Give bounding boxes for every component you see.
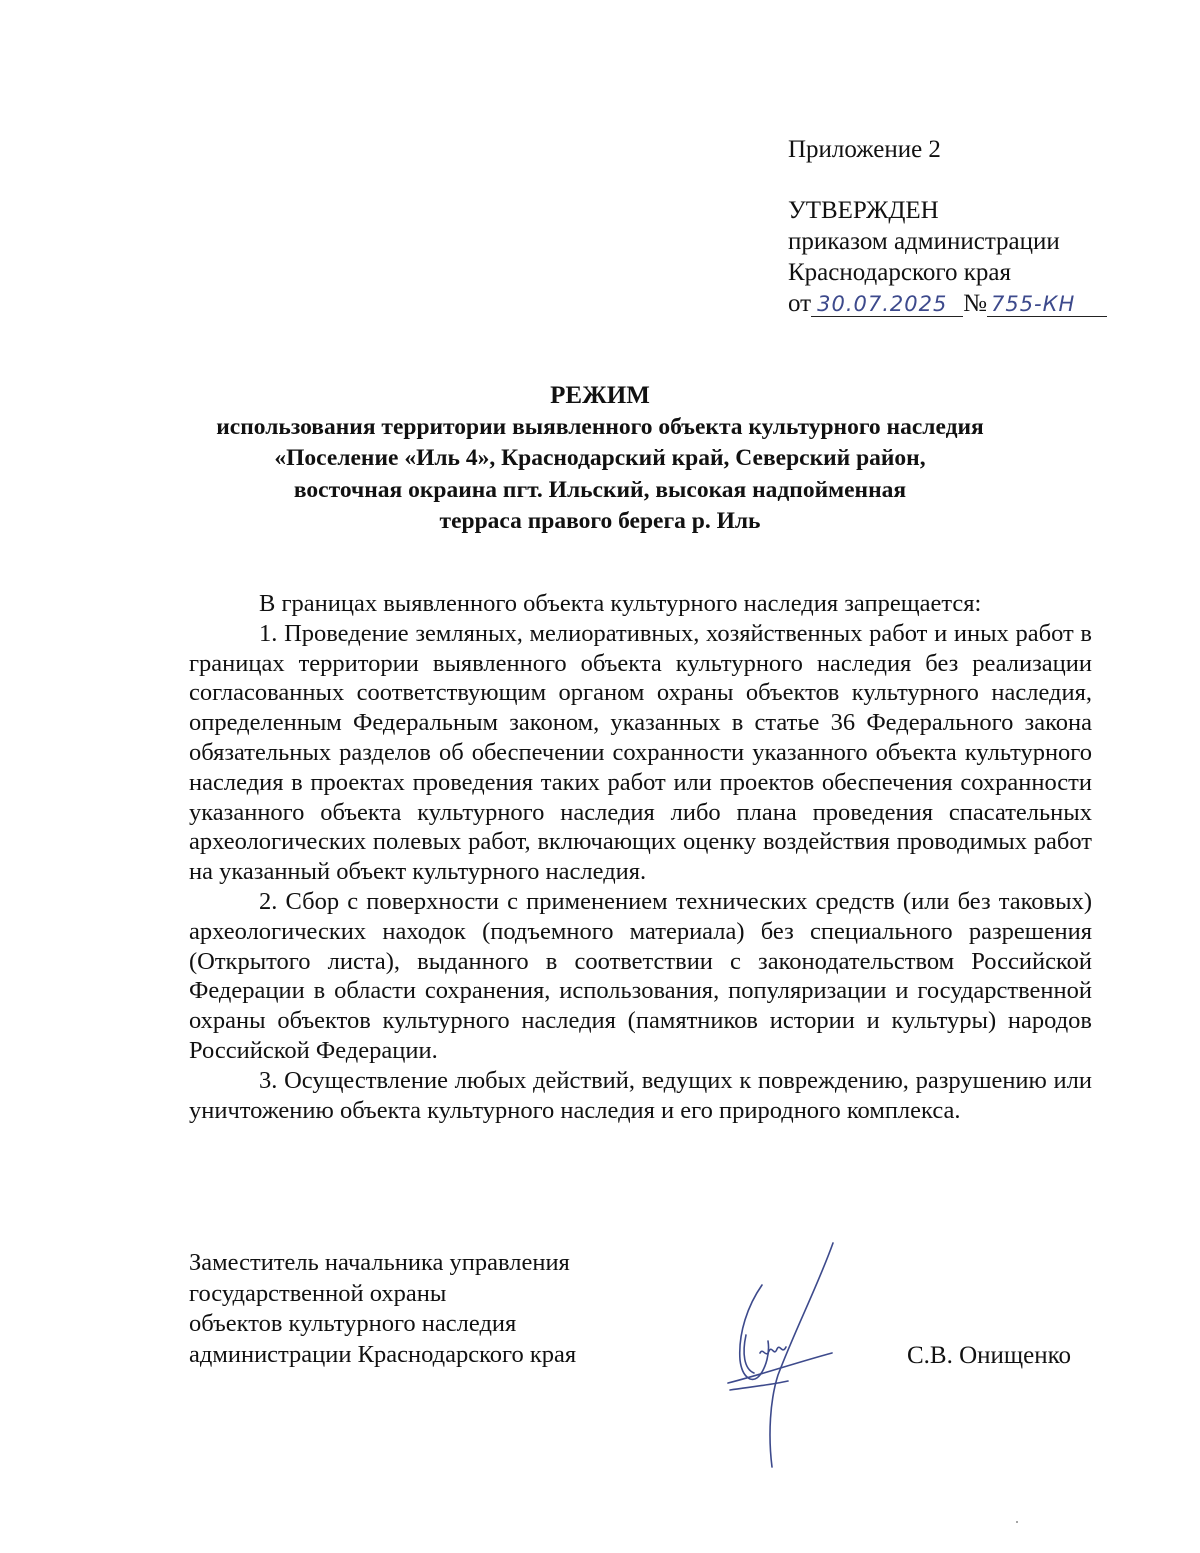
signatory-position [189, 1248, 649, 1370]
approved-region-line: Краснодарского края [788, 259, 1011, 286]
title-line: «Поселение «Иль 4», Краснодарский край, Северский район, [274, 445, 926, 471]
order-number-field [987, 292, 1107, 317]
order-date-number-line [788, 288, 1188, 319]
approved-by-line: приказом администрации [788, 228, 1060, 255]
title-line: использования территории выявленного объекта культурного наследия [216, 413, 984, 440]
number-prefix: № [963, 290, 987, 317]
approval-block [788, 134, 1188, 319]
title-heading: РЕЖИМ [550, 382, 650, 409]
title-line: восточная окраина пгт. Ильский, высокая надпойменная [293, 476, 907, 503]
prohibition-item-2: 2. Сбор с поверхности с применением технических средств (или без таковых) археологических находок (подъемного материала) без специального разрешения (Открытого листа), выданного в соответствии с законодательством Российской Федерации в области сохранения, использования, популяризации и государственной охраны объектов культурного наследия (памятников истории и культуры) народов Российской Федерации. [189, 887, 1092, 1064]
position-line: администрации Краснодарского края [189, 1340, 577, 1368]
position-line: государственной охраны [189, 1279, 447, 1307]
order-number-handwritten: 755-КН [990, 292, 1076, 316]
position-line: объектов культурного наследия [189, 1310, 517, 1337]
appendix-label: Приложение 2 [788, 136, 941, 163]
order-date-field [811, 292, 963, 317]
date-prefix: от [788, 290, 812, 317]
prohibition-item-3: 3. Осуществление любых действий, ведущих к повреждению, разрушению или уничтожению объекта культурного наследия и его природного комплекса. [189, 1066, 1092, 1124]
document-body [189, 589, 1092, 1125]
approved-label: УТВЕРЖДЕН [788, 197, 939, 224]
position-line: Заместитель начальника управления [189, 1249, 570, 1276]
handwritten-signature [700, 1235, 850, 1475]
order-date-handwritten: 30.07.2025 [817, 292, 948, 316]
signatory-name: С.В. Онищенко [907, 1342, 1072, 1369]
scan-speck [1016, 1521, 1018, 1523]
document-title [150, 380, 1050, 538]
intro-paragraph: В границах выявленного объекта культурного наследия запрещается: [259, 590, 982, 617]
prohibition-item-1: 1. Проведение земляных, мелиоративных, хозяйственных работ и иных работ в границах территории выявленного объекта культурного наследия без реализации согласованных соответствующим органом охраны объектов культурного наследия, определенным Федеральным законом, указанных в статье 36 Федерального закона обязательных разделов об обеспечении сохранности указанного объекта культурного наследия в проектах проведения таких работ или проектов обеспечения сохранности указанного объекта культурного наследия либо плана проведения спасательных археологических полевых работ, включающих оценку воздействия проводимых работ на указанный объект культурного наследия. [189, 619, 1092, 886]
title-line: терраса правого берега р. Иль [439, 508, 761, 534]
